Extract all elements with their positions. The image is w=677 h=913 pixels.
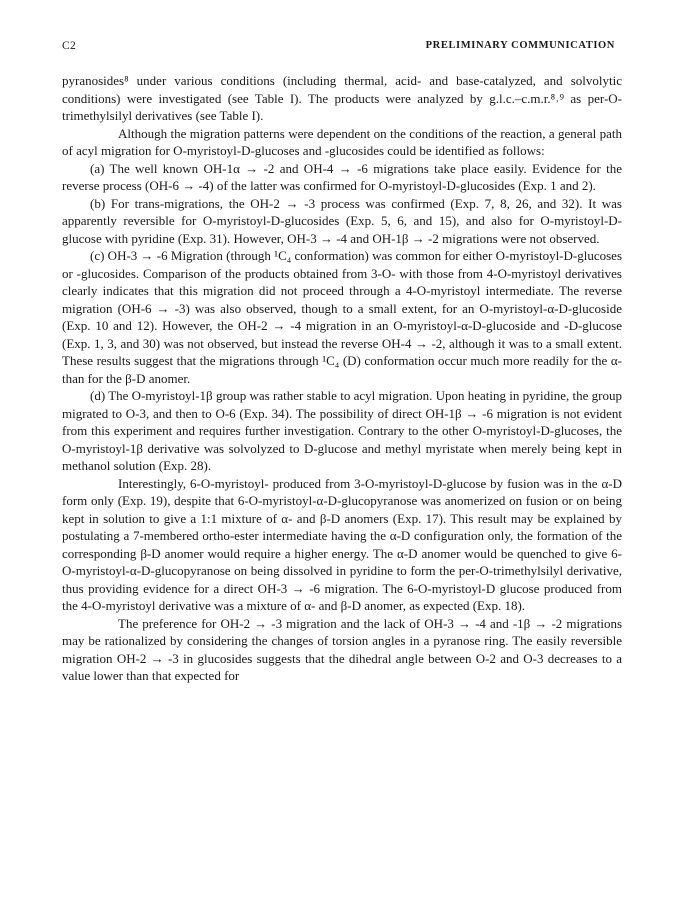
article-body xyxy=(62,72,622,685)
paragraph-intro: Although the migration patterns were dependent on the conditions of the reaction, a general path of acyl migration for O-myristoyl-D-glucoses and -glucosides could be identified as follows: xyxy=(62,125,622,158)
paragraph-item-c: (c) OH-3 → -6 Migration (through ¹C₄ conformation) was common for either O-myristoyl-D-glucoses or -glucosides. Comparison of the products obtained from 3-O- with those from 4-O-myristoyl derivatives clearly indicates that this migration did not proceed through a 4-O-myristoyl intermediate. The reverse migration (OH-6 → -3) was also observed, though to a small extent, for an O-myristoyl-α-D-glucoside (Exp. 10 and 12). However, the OH-2 → -4 migration in an O-myristoyl-α-D-glucoside and -D-glucose (Exp. 1, 3, and 30) was not observed, but instead the reverse OH-4 → -2, although it was to a small extent. These results suggest that the migrations through ¹C₄ (D) conformation occur much more readily for the α- than for the β-D anomer. xyxy=(62,248,622,386)
running-header xyxy=(62,40,615,56)
paragraph-interestingly: Interestingly, 6-O-myristoyl- produced from 3-O-myristoyl-D-glucose by fusion was in the α-D form only (Exp. 19), despite that 6-O-myristoyl-α-D-glucopyranose was anomerized on fusion or on being kept in solution to give a 1:1 mixture of α- and β-D anomers (Exp. 17). This result may be explained by postulating a 7-membered ortho-ester intermediate having the α-D configuration only, the formation of the corresponding β-D anomer would require a higher energy. The α-D anomer would be quenched to give 6-O-myristoyl-α-D-glucopyranose on being dissolved in pyridine to form the per-O-trimethylsilyl derivative, thus providing evidence for a direct OH-3 → -6 migration. The 6-O-myristoyl-D glucose produced from the 4-O-myristoyl derivative was a mixture of α- and β-D anomer, as expected (Exp. 18). xyxy=(62,475,622,613)
paragraph-preference: The preference for OH-2 → -3 migration and the lack of OH-3 → -4 and -1β → -2 migrations may be rationalized by considering the changes of torsion angles in a pyranose ring. The easily reversible migration OH-2 → -3 in glucosides suggests that the dihedral angle between O-2 and O-3 decreases to a value lower than that expected for xyxy=(62,615,622,683)
paragraph-item-d: (d) The O-myristoyl-1β group was rather stable to acyl migration. Upon heating in pyridine, the group migrated to O-3, and then to O-6 (Exp. 34). The possibility of direct OH-1β → -6 migration is not evident from this experiment and requires further investigation. Contrary to the other O-myristoyl-D-glucoses, the O-myristoyl-1β derivative was solvolyzed to D-glucose and methyl myristate when merely being kept in methanol solution (Exp. 28). xyxy=(62,388,622,473)
page-number: C2 xyxy=(62,40,77,52)
paragraph-item-a: (a) The well known OH-1α → -2 and OH-4 → -6 migrations take place easily. Evidence for the reverse process (OH-6 → -4) of the latter was confirmed for O-myristoyl-D-glucosides (Exp. 1 and 2). xyxy=(62,160,622,193)
paragraph-continuation: pyranosides⁸ under various conditions (including thermal, acid- and base-catalyzed, and solvolytic conditions) were investigated (see Table I). The products were analyzed by g.l.c.–c.m.r.⁸˒⁹ as per-O-trimethylsilyl derivatives (see Table I). xyxy=(62,73,622,123)
paragraph-item-b: (b) For trans-migrations, the OH-2 → -3 process was confirmed (Exp. 7, 8, 26, and 32). It was apparently reversible for O-myristoyl-D-glucosides (Exp. 5, 6, and 15), and also for O-myristoyl-D-glucose with pyridine (Exp. 31). However, OH-3 → -4 and OH-1β → -2 migrations were not observed. xyxy=(62,195,622,246)
running-title: PRELIMINARY COMMUNICATION xyxy=(425,40,615,51)
